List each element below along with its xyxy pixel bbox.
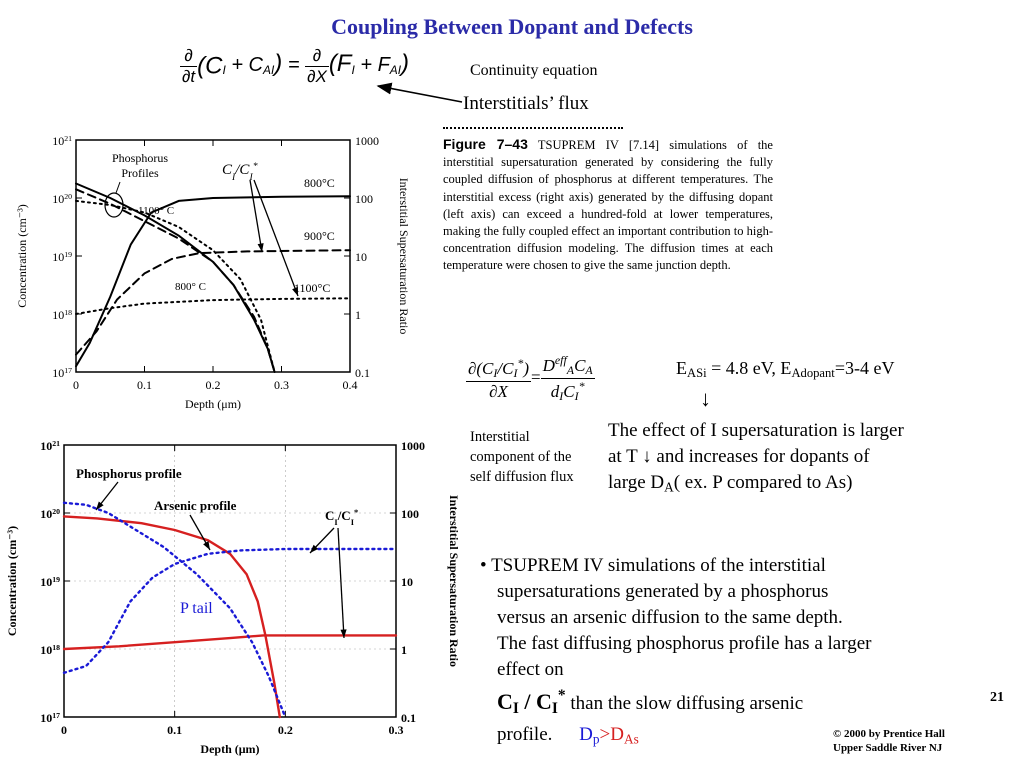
interstitial-note: Interstitial component of the self diffusion flux <box>470 429 574 485</box>
x-axis-label: Depth (μm) <box>200 742 260 756</box>
annotation-800c: 800°C <box>304 176 335 190</box>
series-line-0 <box>76 184 275 373</box>
y2-tick-label: 10 <box>401 575 413 589</box>
annotation-1100c-small: 1100° C <box>138 205 175 217</box>
y-tick-label: $10^{20}$ <box>40 506 60 521</box>
page-title: Coupling Between Dopant and Defects <box>331 14 693 39</box>
ci-arrow-4 <box>338 528 344 638</box>
bottom-chart <box>0 438 470 768</box>
series-line-1 <box>64 635 396 649</box>
annotation-ci-ratio: $C_I/C_I^*$ <box>222 160 258 183</box>
flux-arrow <box>360 78 470 108</box>
dotted-separator <box>443 127 623 129</box>
flux-label: Interstitials’ flux <box>463 93 589 114</box>
effect-text: The effect of I supersaturation is larger at T ↓ and increases for dopants of large $D_A$( ex. P compared to As) <box>608 420 904 495</box>
top-chart <box>10 130 430 430</box>
figure-text: TSUPREM IV [7.14] simulations of the interstitial supersaturation generated by considering the fully coupled diffusion of phosphorus at different temperatures. The interstitial excess (right axis) generated by the diffusing dopant (left axis) can exceed a hundred-fold at lower temperatures, making the fully coupled effect an important contribution to high-concentration diffusion modeling. The diffusion times at each temperature were chosen to give the same junction depth. <box>443 138 773 273</box>
x-axis-label: Depth (μm) <box>184 397 242 411</box>
x-tick-label: 0.3 <box>388 723 404 737</box>
y2-tick-label: 1 <box>355 308 361 322</box>
annotation-p-tail: P tail <box>180 600 213 617</box>
y-tick-label: $10^{18}$ <box>40 642 60 657</box>
y-axis-label: Concentration (cm⁻³) <box>15 204 29 308</box>
annotation-phos-profiles-1: Phosphorus <box>111 151 169 165</box>
down-arrow: ↓ <box>700 386 711 411</box>
x-tick-label: 0.2 <box>205 378 221 392</box>
y-tick-label: $10^{17}$ <box>52 365 72 380</box>
y-tick-label: $10^{20}$ <box>52 191 72 206</box>
y-tick-label: $10^{18}$ <box>52 307 72 322</box>
ci-arrow-1 <box>250 180 262 252</box>
y2-axis-label: Interstitial Supersaturation Ratio <box>447 495 461 667</box>
annotation-800c-small: 800° C <box>175 281 206 293</box>
y2-tick-label: 10 <box>355 250 367 264</box>
y2-tick-label: 100 <box>401 507 419 521</box>
ci-arrow-4-head <box>340 629 346 638</box>
continuity-equation: $\frac{\partial}{\partial t}$ $(C_I + C_{AI})$ = $\frac{\partial}{\partial X}$ $(F_I + F_{AI})$ <box>182 46 410 86</box>
phos-leader <box>116 182 120 193</box>
y-tick-label: $10^{19}$ <box>52 249 72 264</box>
x-tick-label: 0.2 <box>277 723 293 737</box>
y-axis-label: Concentration (cm⁻³) <box>5 525 19 637</box>
series-line-0 <box>64 516 280 717</box>
bullet-paragraph: • TSUPREM IV simulations of the interstitial supersaturations generated by a phosphorus versus an arsenic diffusion to the same depth. The fast diffusing phosphorus profile has a larger effect on $C_I / C_I^*$ than the slow diffusing arsenic profile. $D_p>D_{As}$ <box>480 555 872 747</box>
activation-energies: $E_{ASi} = 4.8$ eV, $E_{Adopant}=3-4$ eV <box>676 358 895 381</box>
plot-frame <box>76 140 350 372</box>
series-line-2 <box>64 503 285 717</box>
annotation-phos-profile: Phosphorus profile <box>76 466 182 481</box>
annotation-900c: 900°C <box>304 229 335 243</box>
y2-tick-label: 1000 <box>401 439 425 453</box>
figure-caption <box>443 136 773 275</box>
annotation-1100c: 1100°C <box>294 281 331 295</box>
y-tick-label: $10^{21}$ <box>40 438 60 453</box>
annotation-as-profile: Arsenic profile <box>154 498 237 513</box>
x-tick-label: 0.3 <box>274 378 289 392</box>
x-tick-label: 0 <box>61 723 67 737</box>
annotation-ci-ratio-2: $C_I/C_I^*$ <box>325 507 359 527</box>
x-tick-label: 0.1 <box>167 723 183 737</box>
y2-tick-label: 100 <box>355 192 373 206</box>
series-line-4 <box>76 250 350 354</box>
x-tick-label: 0.4 <box>342 378 358 392</box>
y2-tick-label: 0.1 <box>355 366 370 380</box>
page-number: 21 <box>990 690 1004 705</box>
as-profile-arrow-head <box>203 541 210 550</box>
y-tick-label: $10^{17}$ <box>40 710 60 725</box>
y2-tick-label: 1 <box>401 643 407 657</box>
bullet-marker: • <box>480 555 487 576</box>
x-tick-label: 0 <box>73 378 79 392</box>
y-tick-label: $10^{21}$ <box>52 133 72 148</box>
y2-tick-label: 0.1 <box>401 711 416 725</box>
copyright: © 2000 by Prentice Hall Upper Saddle River NJ <box>833 728 945 754</box>
supersaturation-equation: $\frac{\partial(C_I/C_I^*)}{\partial X}$ = $\frac{D^{eff}_AC_A}{d_IC_I^*}$ <box>468 353 593 404</box>
annotation-phos-profiles-2: Profiles <box>121 166 159 180</box>
y2-axis-label: Interstitial Supersaturation Ratio <box>397 177 411 335</box>
series-line-3 <box>64 549 396 673</box>
x-tick-label: 0.1 <box>137 378 152 392</box>
y2-tick-label: 1000 <box>355 134 379 148</box>
continuity-label: Continuity equation <box>470 62 598 79</box>
figure-label: Figure 7–43 <box>443 136 528 152</box>
y-tick-label: $10^{19}$ <box>40 574 60 589</box>
